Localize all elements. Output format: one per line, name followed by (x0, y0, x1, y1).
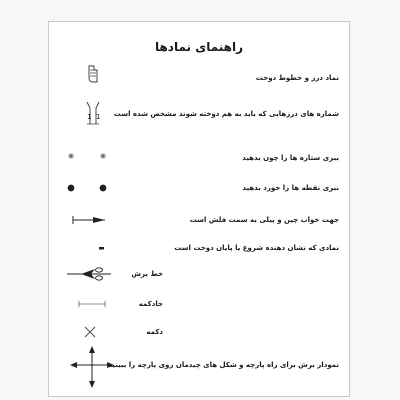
notch-number-left: 1 (87, 113, 92, 121)
legend-label: جادکمه (138, 300, 163, 308)
legend-label: دکمه (146, 328, 163, 336)
legend-label: نمادی که نشان دهنده شروع یا پایان دوخت است (174, 244, 339, 252)
star-match-icon (59, 146, 129, 178)
page-title: راهنمای نمادها (154, 40, 243, 54)
dot-match-icon (59, 180, 129, 212)
legend-label: نمودار برش برای راه پارچه و شکل های چیدمان روی پارچه را ببینید (108, 361, 339, 369)
legend-label: شماره های درزهایی که باید به هم دوخته شوند مشخص شده است (113, 110, 339, 118)
legend-label: ببری ستاره ها را چون بدهید (242, 154, 339, 162)
legend-label: نماد درز و خطوط دوخت (255, 74, 339, 82)
legend-label: ببری نقطه ها را خورد بدهید (242, 184, 339, 192)
notch-number-right: 1 (96, 113, 101, 121)
legend-page (48, 21, 350, 397)
legend-label: خط برش (131, 270, 163, 278)
legend-label: جهت خواب چین و پیلی به سمت فلش است (189, 216, 339, 224)
scissors-cut-line-icon (59, 266, 129, 298)
seam-foot-icon (59, 62, 129, 94)
